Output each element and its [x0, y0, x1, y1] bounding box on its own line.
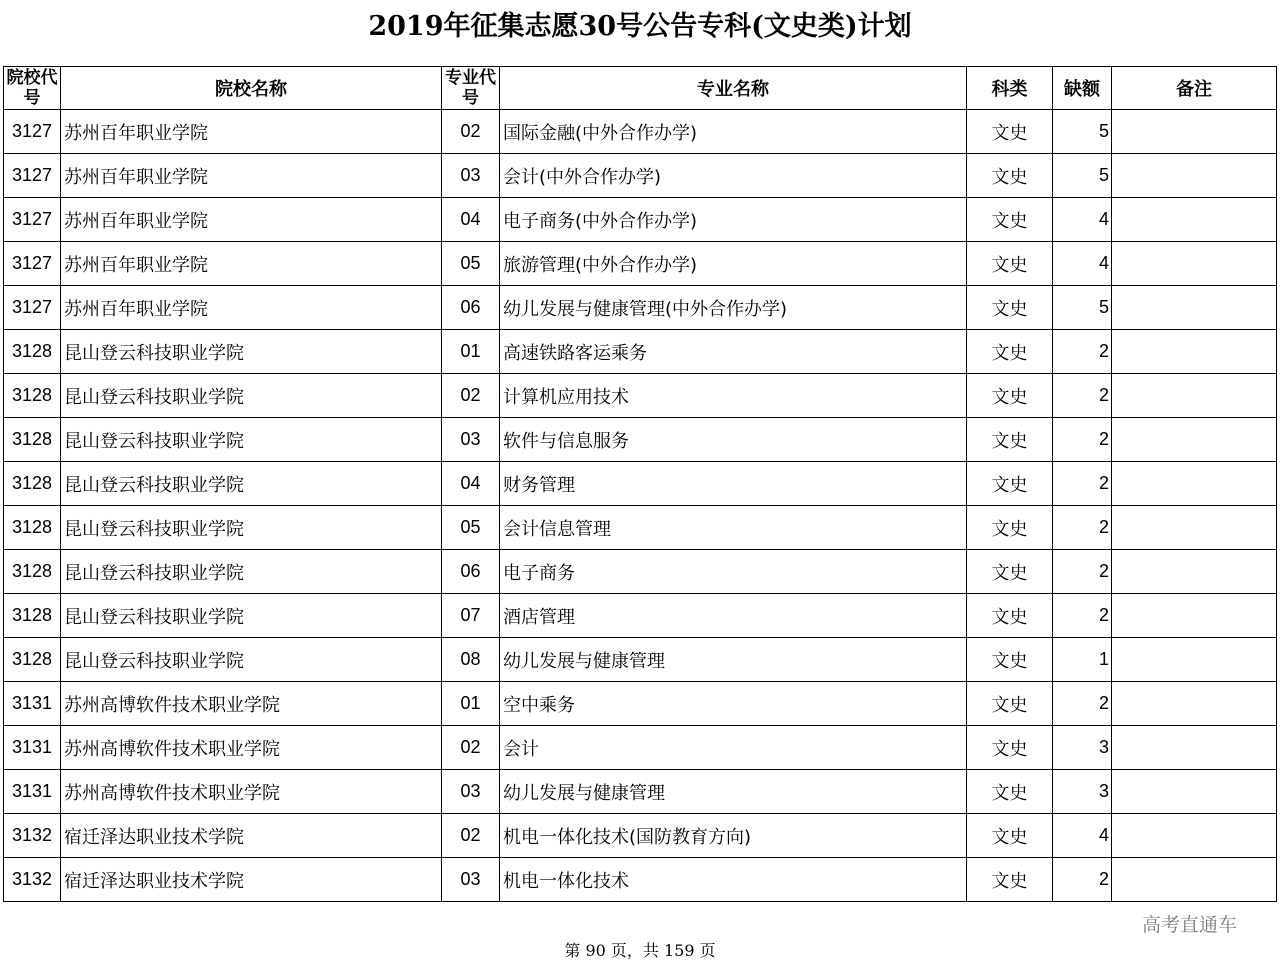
cell-vacancy: 2	[1053, 462, 1112, 506]
cell-remarks	[1112, 462, 1277, 506]
cell-category: 文史	[967, 462, 1053, 506]
cell-major-name: 幼儿发展与健康管理(中外合作办学)	[500, 286, 967, 330]
cell-major-name: 酒店管理	[500, 594, 967, 638]
cell-school-name: 昆山登云科技职业学院	[61, 462, 442, 506]
cell-major-name: 幼儿发展与健康管理	[500, 770, 967, 814]
cell-school-name: 苏州百年职业学院	[61, 286, 442, 330]
watermark-text: 高考直通车	[1142, 914, 1238, 936]
cell-vacancy: 3	[1053, 770, 1112, 814]
cell-remarks	[1112, 550, 1277, 594]
cell-remarks	[1112, 110, 1277, 154]
cell-school-name: 昆山登云科技职业学院	[61, 638, 442, 682]
cell-category: 文史	[967, 198, 1053, 242]
cell-remarks	[1112, 242, 1277, 286]
cell-remarks	[1112, 374, 1277, 418]
cell-major-name: 空中乘务	[500, 682, 967, 726]
cell-vacancy: 2	[1053, 550, 1112, 594]
cell-vacancy: 2	[1053, 594, 1112, 638]
header-vacancy: 缺额	[1053, 67, 1112, 110]
cell-vacancy: 2	[1053, 330, 1112, 374]
cell-major-code: 03	[442, 858, 500, 902]
cell-school-code: 3131	[4, 726, 61, 770]
cell-major-code: 03	[442, 418, 500, 462]
cell-major-code: 04	[442, 198, 500, 242]
cell-vacancy: 1	[1053, 638, 1112, 682]
cell-major-name: 软件与信息服务	[500, 418, 967, 462]
cell-remarks	[1112, 154, 1277, 198]
cell-major-name: 国际金融(中外合作办学)	[500, 110, 967, 154]
table-row	[4, 330, 1277, 374]
header-major-name: 专业名称	[500, 67, 967, 110]
cell-major-name: 幼儿发展与健康管理	[500, 638, 967, 682]
cell-vacancy: 2	[1053, 858, 1112, 902]
table-row	[4, 770, 1277, 814]
cell-school-code: 3128	[4, 506, 61, 550]
cell-school-name: 宿迁泽达职业技术学院	[61, 814, 442, 858]
cell-major-name: 会计信息管理	[500, 506, 967, 550]
cell-category: 文史	[967, 726, 1053, 770]
cell-school-name: 苏州百年职业学院	[61, 242, 442, 286]
cell-major-name: 会计(中外合作办学)	[500, 154, 967, 198]
cell-major-name: 财务管理	[500, 462, 967, 506]
cell-school-name: 苏州百年职业学院	[61, 198, 442, 242]
cell-vacancy: 2	[1053, 682, 1112, 726]
cell-remarks	[1112, 682, 1277, 726]
cell-school-code: 3127	[4, 286, 61, 330]
table-row	[4, 418, 1277, 462]
cell-major-code: 03	[442, 770, 500, 814]
cell-remarks	[1112, 858, 1277, 902]
cell-major-name: 会计	[500, 726, 967, 770]
cell-school-code: 3128	[4, 550, 61, 594]
cell-major-code: 08	[442, 638, 500, 682]
cell-school-name: 昆山登云科技职业学院	[61, 550, 442, 594]
table-row	[4, 242, 1277, 286]
cell-major-code: 01	[442, 682, 500, 726]
cell-vacancy: 5	[1053, 286, 1112, 330]
cell-school-code: 3127	[4, 154, 61, 198]
cell-school-code: 3128	[4, 462, 61, 506]
header-major-code: 专业代号	[442, 67, 500, 110]
cell-remarks	[1112, 638, 1277, 682]
cell-school-name: 昆山登云科技职业学院	[61, 330, 442, 374]
cell-school-code: 3132	[4, 858, 61, 902]
cell-remarks	[1112, 418, 1277, 462]
cell-category: 文史	[967, 814, 1053, 858]
table-row	[4, 286, 1277, 330]
cell-category: 文史	[967, 770, 1053, 814]
cell-category: 文史	[967, 242, 1053, 286]
page-title: 2019年征集志愿30号公告专科(文史类)计划	[368, 11, 912, 42]
cell-school-code: 3128	[4, 374, 61, 418]
table-row	[4, 110, 1277, 154]
table-row	[4, 814, 1277, 858]
cell-school-name: 苏州百年职业学院	[61, 154, 442, 198]
table-header-row	[4, 67, 1277, 110]
cell-major-code: 02	[442, 814, 500, 858]
cell-category: 文史	[967, 330, 1053, 374]
table-row	[4, 462, 1277, 506]
cell-major-name: 机电一体化技术	[500, 858, 967, 902]
cell-remarks	[1112, 286, 1277, 330]
cell-school-code: 3131	[4, 770, 61, 814]
cell-major-code: 05	[442, 506, 500, 550]
cell-vacancy: 4	[1053, 814, 1112, 858]
cell-vacancy: 5	[1053, 154, 1112, 198]
cell-school-name: 昆山登云科技职业学院	[61, 594, 442, 638]
cell-major-name: 电子商务	[500, 550, 967, 594]
cell-school-code: 3127	[4, 242, 61, 286]
header-remarks: 备注	[1112, 67, 1277, 110]
cell-major-code: 06	[442, 286, 500, 330]
cell-major-name: 旅游管理(中外合作办学)	[500, 242, 967, 286]
cell-school-code: 3128	[4, 330, 61, 374]
cell-remarks	[1112, 198, 1277, 242]
cell-school-code: 3132	[4, 814, 61, 858]
table-row	[4, 198, 1277, 242]
cell-major-name: 机电一体化技术(国防教育方向)	[500, 814, 967, 858]
table-row	[4, 506, 1277, 550]
cell-vacancy: 4	[1053, 242, 1112, 286]
cell-category: 文史	[967, 374, 1053, 418]
cell-category: 文史	[967, 858, 1053, 902]
cell-category: 文史	[967, 418, 1053, 462]
cell-remarks	[1112, 330, 1277, 374]
cell-school-code: 3128	[4, 638, 61, 682]
cell-major-code: 06	[442, 550, 500, 594]
cell-major-name: 计算机应用技术	[500, 374, 967, 418]
cell-remarks	[1112, 814, 1277, 858]
cell-school-name: 昆山登云科技职业学院	[61, 418, 442, 462]
cell-category: 文史	[967, 638, 1053, 682]
cell-category: 文史	[967, 286, 1053, 330]
cell-major-code: 05	[442, 242, 500, 286]
cell-major-code: 03	[442, 154, 500, 198]
cell-vacancy: 3	[1053, 726, 1112, 770]
cell-vacancy: 4	[1053, 198, 1112, 242]
cell-major-code: 04	[442, 462, 500, 506]
cell-major-code: 02	[442, 726, 500, 770]
cell-major-code: 02	[442, 374, 500, 418]
table-row	[4, 374, 1277, 418]
cell-remarks	[1112, 506, 1277, 550]
cell-school-code: 3128	[4, 594, 61, 638]
cell-category: 文史	[967, 154, 1053, 198]
cell-category: 文史	[967, 506, 1053, 550]
cell-remarks	[1112, 594, 1277, 638]
table-row	[4, 682, 1277, 726]
cell-major-name: 高速铁路客运乘务	[500, 330, 967, 374]
cell-major-code: 02	[442, 110, 500, 154]
table-row	[4, 154, 1277, 198]
cell-school-code: 3127	[4, 110, 61, 154]
header-category: 科类	[967, 67, 1053, 110]
cell-vacancy: 2	[1053, 506, 1112, 550]
table-row	[4, 726, 1277, 770]
cell-vacancy: 5	[1053, 110, 1112, 154]
cell-major-code: 07	[442, 594, 500, 638]
table-row	[4, 638, 1277, 682]
cell-category: 文史	[967, 594, 1053, 638]
cell-school-name: 苏州高博软件技术职业学院	[61, 770, 442, 814]
cell-category: 文史	[967, 550, 1053, 594]
header-school-name: 院校名称	[61, 67, 442, 110]
cell-school-code: 3128	[4, 418, 61, 462]
admission-plan-table	[3, 66, 1277, 902]
cell-major-code: 01	[442, 330, 500, 374]
cell-school-name: 昆山登云科技职业学院	[61, 506, 442, 550]
cell-school-name: 苏州百年职业学院	[61, 110, 442, 154]
cell-major-name: 电子商务(中外合作办学)	[500, 198, 967, 242]
cell-remarks	[1112, 726, 1277, 770]
header-school-code: 院校代号	[4, 67, 61, 110]
cell-school-code: 3127	[4, 198, 61, 242]
cell-category: 文史	[967, 110, 1053, 154]
cell-vacancy: 2	[1053, 374, 1112, 418]
cell-school-name: 宿迁泽达职业技术学院	[61, 858, 442, 902]
cell-remarks	[1112, 770, 1277, 814]
table-row	[4, 858, 1277, 902]
page-number: 第 90 页，共 159 页	[564, 941, 716, 960]
cell-vacancy: 2	[1053, 418, 1112, 462]
cell-category: 文史	[967, 682, 1053, 726]
cell-school-code: 3131	[4, 682, 61, 726]
table-body	[4, 110, 1277, 902]
table-row	[4, 550, 1277, 594]
table-row	[4, 594, 1277, 638]
cell-school-name: 苏州高博软件技术职业学院	[61, 726, 442, 770]
cell-school-name: 昆山登云科技职业学院	[61, 374, 442, 418]
cell-school-name: 苏州高博软件技术职业学院	[61, 682, 442, 726]
